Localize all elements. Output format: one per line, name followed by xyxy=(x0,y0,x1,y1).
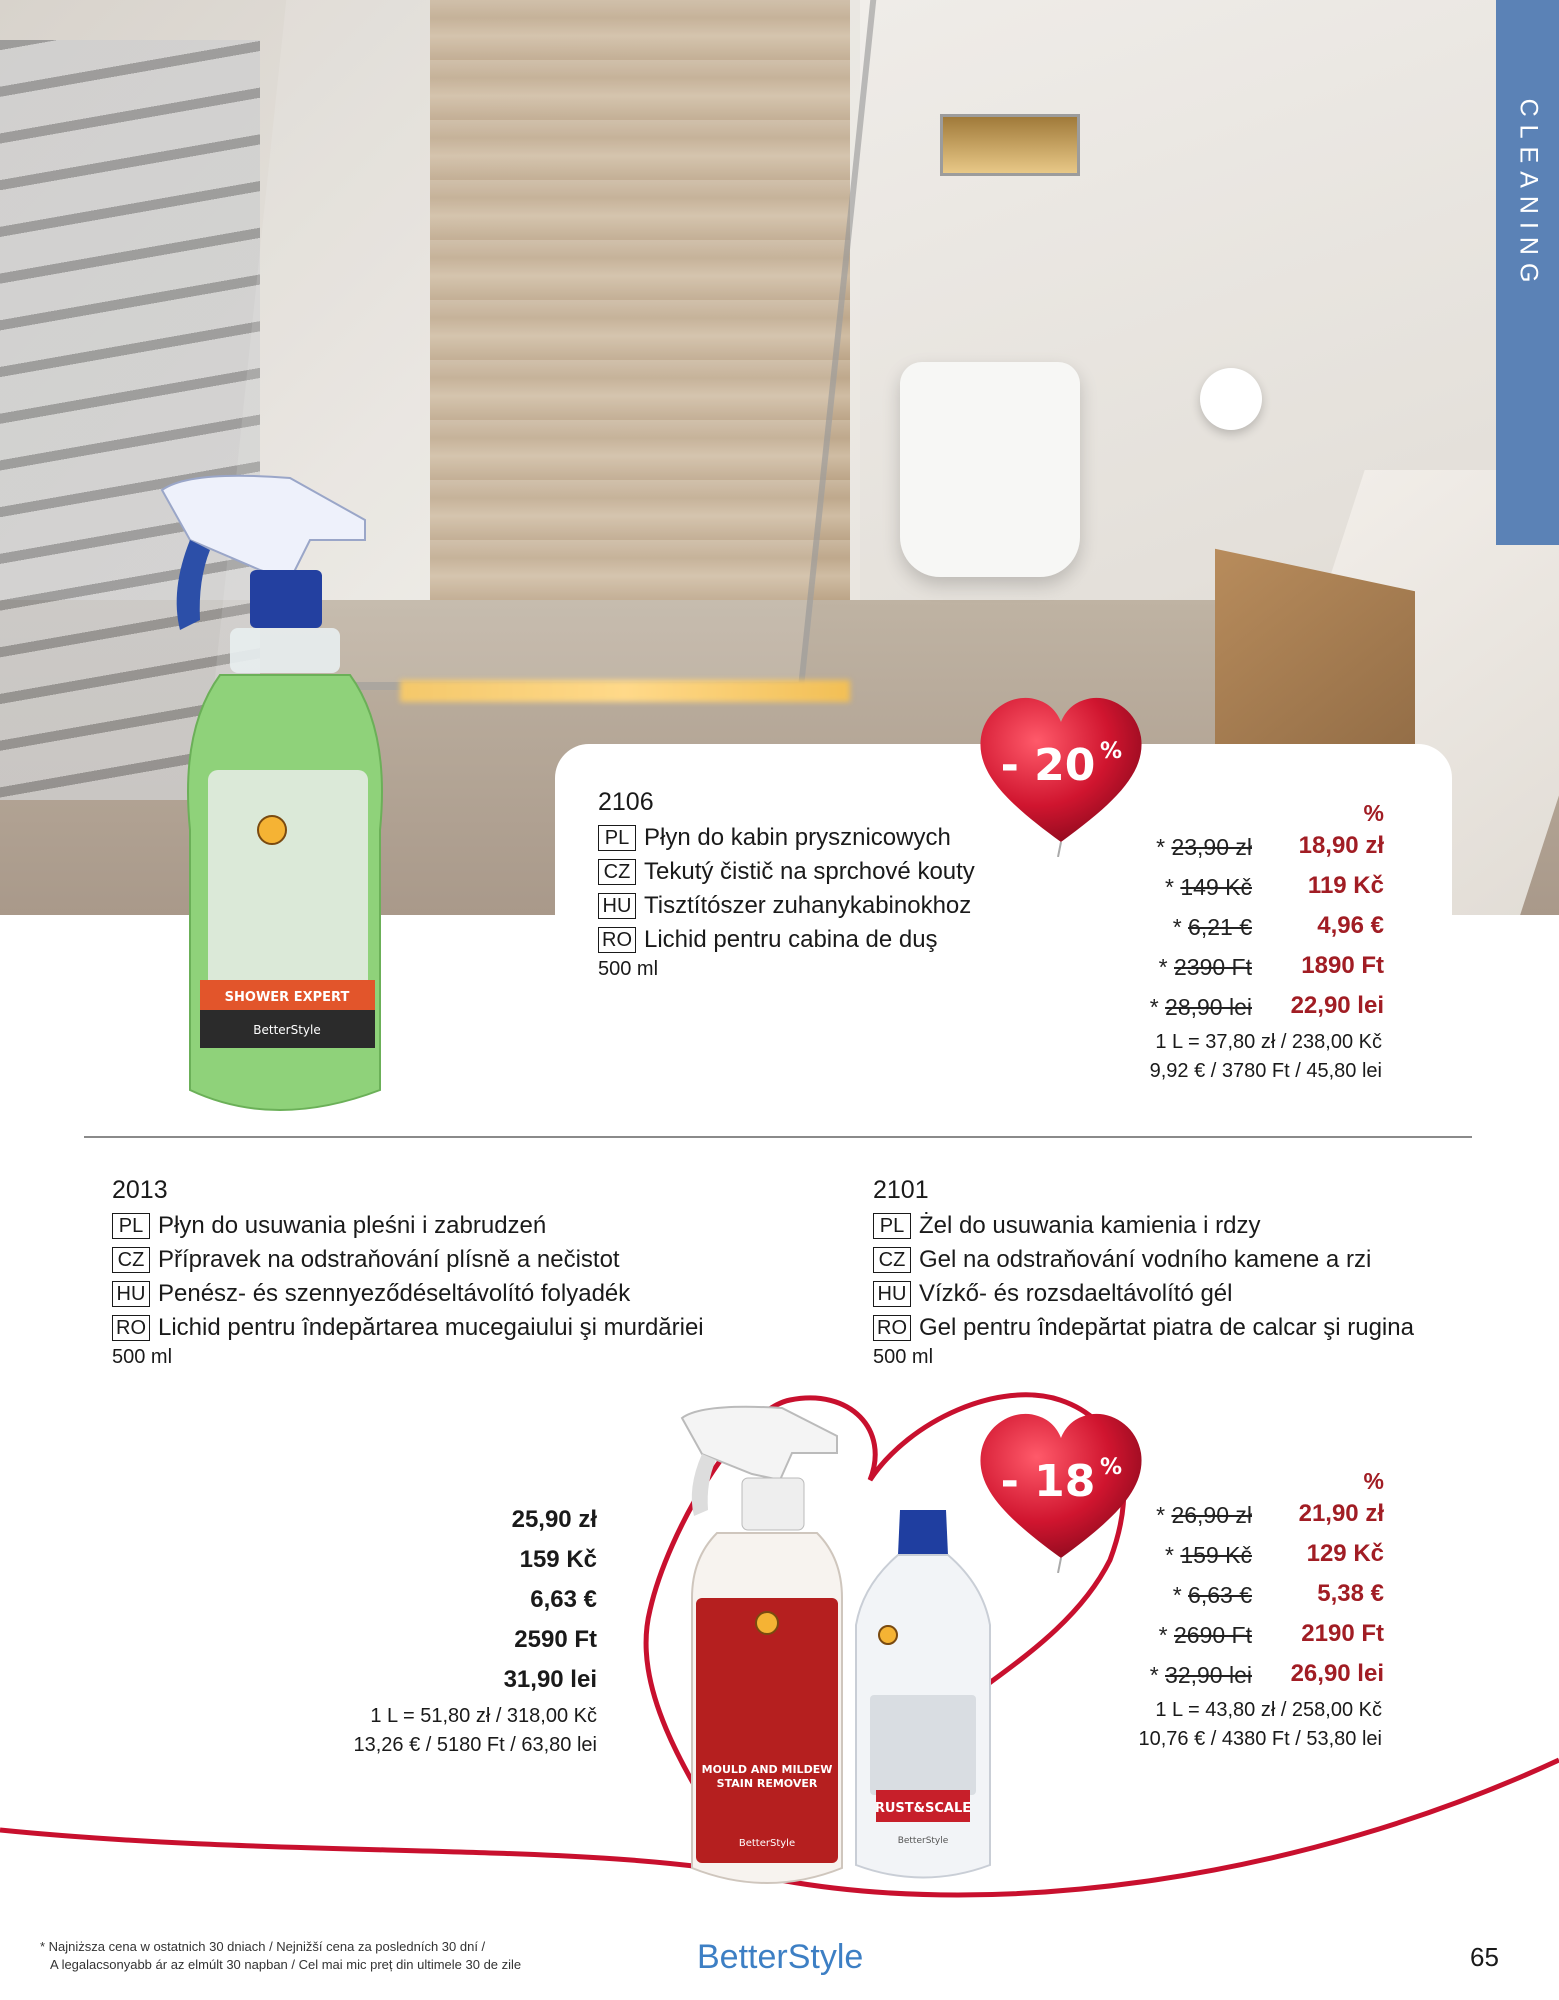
unit-price-line2: 13,26 € / 5180 Ft / 63,80 lei xyxy=(353,1734,597,1756)
brand-logo: BetterStyle xyxy=(697,1938,864,1976)
lang-box-hu: HU xyxy=(112,1281,150,1307)
asterisk: * xyxy=(1172,1582,1182,1608)
price: 25,90 zł xyxy=(511,1506,597,1533)
old-price-value: 28,90 lei xyxy=(1165,994,1252,1020)
name-row-cz xyxy=(598,855,975,889)
lang-box-cz: CZ xyxy=(873,1247,911,1273)
product-name-hu: Vízkő- és rozsdaeltávolító gél xyxy=(919,1280,1233,1307)
price-row xyxy=(1100,826,1384,866)
product-name-ro: Gel pentru îndepărtat piatra de calcar şi rugina xyxy=(919,1314,1414,1341)
new-price: 1890 Ft xyxy=(1301,952,1384,979)
old-price-value: 32,90 lei xyxy=(1165,1662,1252,1688)
price-table-2106 xyxy=(1100,798,1384,1020)
price-row xyxy=(1100,1614,1384,1654)
percent-header: % xyxy=(1363,800,1384,826)
product-name-hu: Penész- és szennyeződéseltávolító folyadék xyxy=(158,1280,631,1307)
old-price-value: 149 Kč xyxy=(1180,874,1252,900)
percent-header: % xyxy=(1363,1468,1384,1494)
old-price xyxy=(1150,1662,1252,1689)
new-price: 119 Kč xyxy=(1307,872,1384,899)
old-price xyxy=(1173,1582,1252,1609)
asterisk: * xyxy=(1156,834,1166,860)
lang-box-ro: RO xyxy=(873,1315,911,1341)
new-price: 22,90 lei xyxy=(1290,992,1384,1019)
lang-box-hu: HU xyxy=(873,1281,911,1307)
asterisk: * xyxy=(1165,874,1174,900)
old-price-value: 23,90 zł xyxy=(1171,834,1252,860)
footnote xyxy=(40,1938,521,1974)
lang-box-pl: PL xyxy=(112,1213,150,1239)
old-price xyxy=(1165,1542,1252,1569)
product-volume: 500 ml xyxy=(112,1346,173,1368)
old-price-value: 6,21 € xyxy=(1188,914,1252,940)
product-volume: 500 ml xyxy=(598,958,659,980)
price: 31,90 lei xyxy=(503,1666,597,1693)
product-name-hu: Tisztítószer zuhanykabinokhoz xyxy=(644,892,972,919)
mould-remover-bottle xyxy=(672,1398,852,1898)
price: 2590 Ft xyxy=(514,1626,597,1653)
product-code: 2101 xyxy=(873,1176,929,1204)
unit-price-2106 xyxy=(1150,1028,1382,1086)
name-row-ro xyxy=(112,1311,704,1345)
lang-box-ro: RO xyxy=(112,1315,150,1341)
lang-box-pl: PL xyxy=(873,1213,911,1239)
new-price: 129 Kč xyxy=(1306,1540,1384,1567)
price-row xyxy=(1100,986,1384,1026)
new-price: 5,38 € xyxy=(1317,1580,1384,1607)
old-price xyxy=(1165,874,1252,901)
price-list-2013 xyxy=(504,1500,597,1700)
shower-bottle-label: SHOWER EXPERT xyxy=(224,990,350,1005)
product-code: 2013 xyxy=(112,1176,168,1204)
name-row-hu xyxy=(112,1277,704,1311)
old-price xyxy=(1173,914,1252,941)
product-name-cz: Gel na odstraňování vodního kamene a rzi xyxy=(919,1246,1372,1273)
old-price-value: 159 Kč xyxy=(1180,1542,1252,1568)
new-price: 4,96 € xyxy=(1317,912,1384,939)
unit-price-line1: 1 L = 51,80 zł / 318,00 Kč xyxy=(370,1705,597,1727)
product-2013-info xyxy=(112,1178,704,1367)
price-row xyxy=(1100,906,1384,946)
discount-percent-18: % xyxy=(1099,1455,1123,1480)
name-row-cz xyxy=(112,1243,704,1277)
shower-bottle-brand: BetterStyle xyxy=(253,1023,321,1037)
old-price-value: 2690 Ft xyxy=(1174,1622,1252,1648)
toilet xyxy=(900,362,1080,577)
section-tab xyxy=(1496,0,1559,545)
product-2106-info xyxy=(598,790,975,979)
asterisk: * xyxy=(1149,994,1159,1020)
product-name-pl: Żel do usuwania kamienia i rdzy xyxy=(919,1212,1261,1239)
unit-price-2101 xyxy=(1138,1696,1382,1754)
asterisk: * xyxy=(1158,1622,1168,1648)
flush-plate xyxy=(940,114,1080,176)
product-name-cz: Přípravek na odstraňování plísně a nečistot xyxy=(158,1246,620,1273)
old-price xyxy=(1156,1502,1252,1529)
old-price xyxy=(1156,834,1252,861)
new-price: 21,90 zł xyxy=(1298,1500,1384,1527)
mould-bottle-label: MOULD AND MILDEW STAIN REMOVER xyxy=(701,1763,833,1790)
product-name-pl: Płyn do usuwania pleśni i zabrudzeń xyxy=(158,1212,547,1239)
discount-percent-20: % xyxy=(1099,739,1123,764)
product-name-cz: Tekutý čistič na sprchové kouty xyxy=(644,858,975,885)
price: 6,63 € xyxy=(530,1586,597,1613)
name-row-cz xyxy=(873,1243,1414,1277)
old-price-value: 26,90 zł xyxy=(1171,1502,1252,1528)
rust-bottle-label: RUST&SCALE xyxy=(874,1801,972,1816)
footnote-line2: A legalacsonyabb ár az elmúlt 30 napban / Cel mai mic preț din ultimele 30 de zile xyxy=(50,1957,522,1972)
new-price: 18,90 zł xyxy=(1298,832,1384,859)
unit-price-line1: 1 L = 43,80 zł / 258,00 Kč xyxy=(1155,1699,1382,1721)
lang-box-ro: RO xyxy=(598,927,636,953)
unit-price-line2: 10,76 € / 4380 Ft / 53,80 lei xyxy=(1138,1728,1382,1750)
old-price-value: 6,63 € xyxy=(1188,1582,1252,1608)
price: 159 Kč xyxy=(519,1546,597,1573)
price-row xyxy=(1100,946,1384,986)
lang-box-cz: CZ xyxy=(598,859,636,885)
unit-price-line1: 1 L = 37,80 zł / 238,00 Kč xyxy=(1155,1031,1382,1053)
old-price xyxy=(1159,1622,1252,1649)
price-row xyxy=(1100,1574,1384,1614)
name-row-hu xyxy=(598,889,975,923)
toilet-paper xyxy=(1200,368,1262,430)
asterisk: * xyxy=(1158,954,1168,980)
section-tab-label: CLEANING xyxy=(1514,98,1542,291)
product-name-pl: Płyn do kabin prysznicowych xyxy=(644,824,951,851)
rust-bottle-brand: BetterStyle xyxy=(897,1836,949,1846)
new-price: 2190 Ft xyxy=(1301,1620,1384,1647)
page-number: 65 xyxy=(1470,1942,1499,1972)
discount-value-18: - 18 xyxy=(1000,1456,1096,1507)
name-row-ro xyxy=(598,923,975,957)
price-row xyxy=(1100,1534,1384,1574)
mould-bottle-brand: BetterStyle xyxy=(738,1838,796,1849)
shower-expert-bottle xyxy=(150,470,400,1130)
old-price xyxy=(1159,954,1252,981)
name-row-pl xyxy=(873,1209,1414,1243)
footnote-line1: * Najniższa cena w ostatnich 30 dniach / Nejnižší cena za posledních 30 dní / xyxy=(40,1939,486,1954)
price-row xyxy=(1100,1494,1384,1534)
name-row-hu xyxy=(873,1277,1414,1311)
name-row-pl xyxy=(598,821,975,855)
product-name-ro: Lichid pentru îndepărtarea mucegaiului şi murdăriei xyxy=(158,1314,704,1341)
old-price-value: 2390 Ft xyxy=(1174,954,1252,980)
unit-price-line2: 9,92 € / 3780 Ft / 45,80 lei xyxy=(1149,1060,1382,1082)
asterisk: * xyxy=(1149,1662,1159,1688)
price-row xyxy=(1100,1654,1384,1694)
product-volume: 500 ml xyxy=(873,1346,934,1368)
price-row xyxy=(1100,866,1384,906)
name-row-pl xyxy=(112,1209,704,1243)
asterisk: * xyxy=(1165,1542,1174,1568)
product-2101-info xyxy=(873,1178,1414,1367)
unit-price-2013 xyxy=(353,1702,597,1760)
price-table-2101 xyxy=(1100,1466,1384,1688)
old-price xyxy=(1150,994,1252,1021)
led-strip xyxy=(400,680,850,702)
asterisk: * xyxy=(1156,1502,1166,1528)
product-name-ro: Lichid pentru cabina de duş xyxy=(644,926,938,953)
discount-value-20: - 20 xyxy=(1000,740,1096,791)
lang-box-pl: PL xyxy=(598,825,636,851)
lang-box-cz: CZ xyxy=(112,1247,150,1273)
name-row-ro xyxy=(873,1311,1414,1345)
product-code: 2106 xyxy=(598,788,654,816)
asterisk: * xyxy=(1172,914,1182,940)
new-price: 26,90 lei xyxy=(1290,1660,1384,1687)
lang-box-hu: HU xyxy=(598,893,636,919)
section-divider xyxy=(84,1136,1472,1138)
